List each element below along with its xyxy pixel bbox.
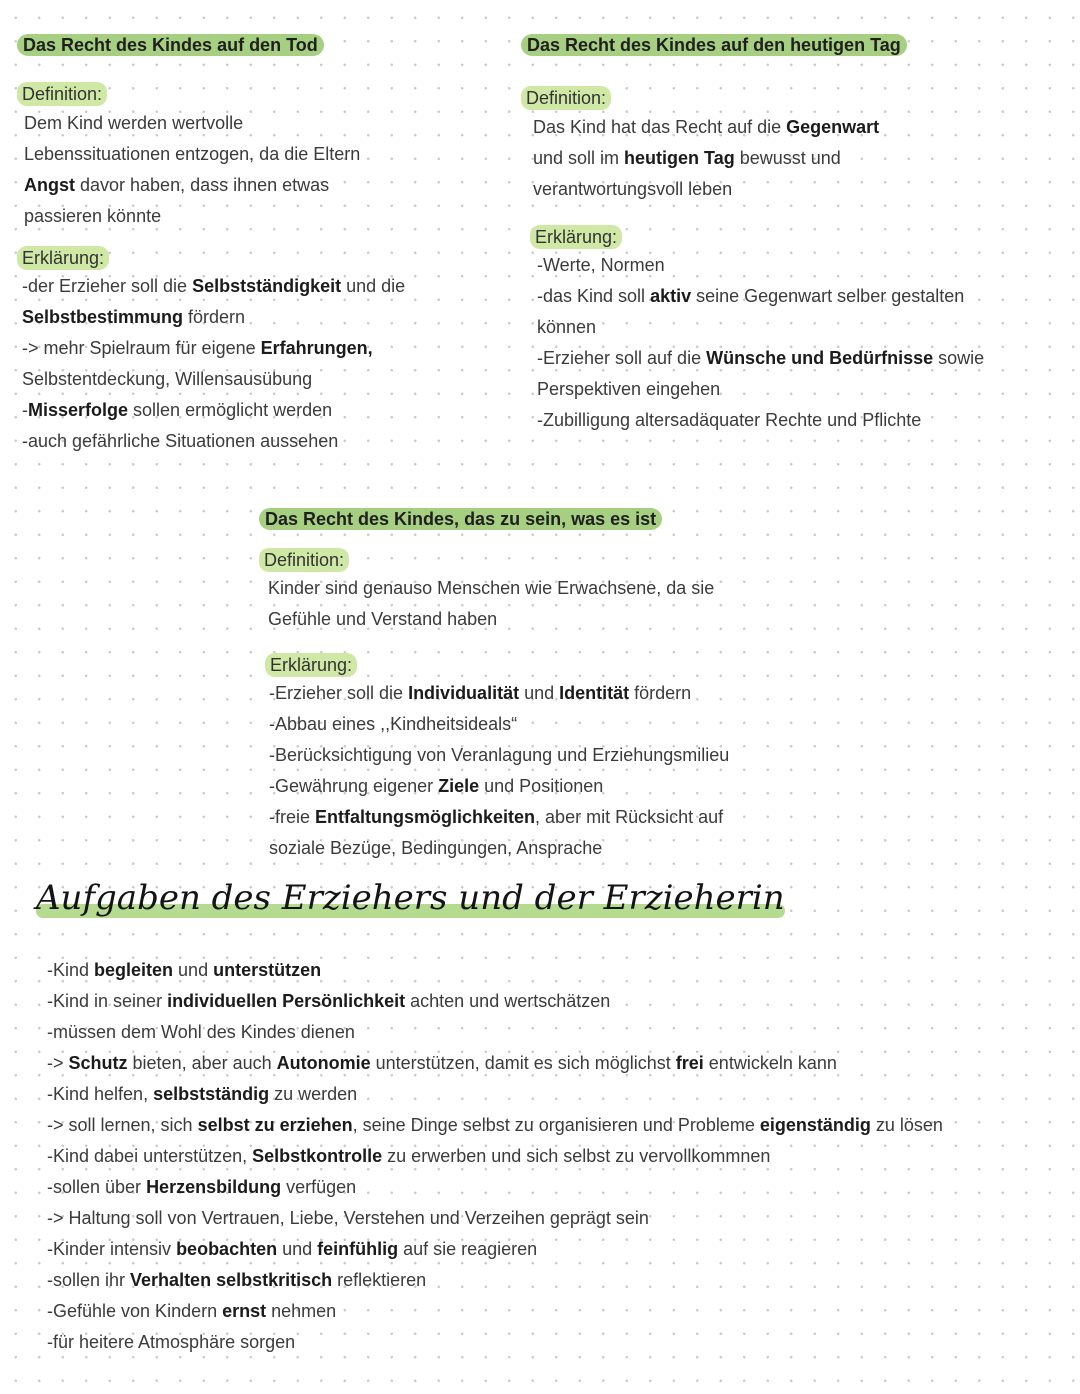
text-segment: Kinder sind genauso Menschen wie Erwachsene, da sie [268, 578, 715, 598]
text-line [269, 802, 819, 833]
bold-term: eigenständig [759, 1115, 871, 1135]
text-line [47, 986, 1067, 1017]
bold-term: Wünsche und Bedürfnisse [706, 348, 934, 368]
text-segment: -Berücksichtigung von Veranlagung und Erziehungsmilieu [269, 745, 730, 765]
text-line [22, 271, 497, 302]
erklaerung-text [17, 271, 497, 457]
text-line [22, 302, 497, 333]
text-segment: davor haben, dass ihnen etwas [75, 175, 330, 195]
text-line [47, 1110, 1067, 1141]
text-line [47, 1079, 1067, 1110]
text-segment: und soll im [533, 148, 625, 168]
bold-term: feinfühlig [317, 1239, 399, 1259]
text-line [47, 1265, 1067, 1296]
text-segment: und die [341, 276, 406, 296]
text-line [269, 678, 819, 709]
text-segment: sollen ermöglicht werden [128, 400, 333, 420]
text-line [537, 405, 1061, 436]
text-line [533, 112, 1061, 143]
text-line [24, 108, 497, 139]
aufgaben-heading [36, 878, 785, 918]
definition-text [17, 108, 497, 232]
bold-term: Selbstständigkeit [192, 276, 342, 296]
text-line [268, 573, 819, 604]
text-segment: -Kind dabei unterstützen, [47, 1146, 253, 1166]
bold-term: Gegenwart [786, 117, 880, 137]
text-segment: zu lösen [870, 1115, 943, 1135]
text-segment: passieren könnte [24, 206, 162, 226]
aufgaben-list [47, 955, 1067, 1358]
text-segment: nehmen [266, 1301, 337, 1321]
bold-term: selbstständig [153, 1084, 270, 1104]
bold-term: Verhalten selbstkritisch [130, 1270, 333, 1290]
text-line [47, 1296, 1067, 1327]
text-line [22, 395, 497, 426]
text-line [47, 1234, 1067, 1265]
text-segment: können [537, 317, 597, 337]
text-line [22, 333, 497, 364]
bold-term: Angst [24, 175, 75, 195]
text-segment: -Kinder intensiv [47, 1239, 177, 1259]
bold-term: Misserfolge [28, 400, 129, 420]
erklaerung-text [521, 250, 1061, 436]
text-segment: zu werden [269, 1084, 358, 1104]
text-line [47, 1017, 1067, 1048]
text-line [537, 250, 1061, 281]
text-line [47, 1172, 1067, 1203]
text-segment: -> soll lernen, sich [47, 1115, 198, 1135]
text-line [268, 604, 819, 635]
text-segment: -Kind helfen, [47, 1084, 154, 1104]
bold-term: ernst [222, 1301, 267, 1321]
bold-term: Schutz [68, 1053, 128, 1073]
bold-term: begleiten [94, 960, 174, 980]
bold-term: individuellen Persönlichkeit [167, 991, 406, 1011]
bold-term: unterstützen [213, 960, 322, 980]
erklaerung-text [259, 678, 819, 864]
text-segment: , aber mit Rücksicht auf [535, 807, 724, 827]
text-segment: Selbstentdeckung, Willensausübung [22, 369, 313, 389]
text-segment: und Positionen [479, 776, 604, 796]
text-line [537, 343, 1061, 374]
text-line [22, 426, 497, 457]
text-segment: -müssen dem Wohl des Kindes dienen [47, 1022, 355, 1042]
bold-term: Selbstbestimmung [22, 307, 184, 327]
text-line [537, 312, 1061, 343]
text-line [533, 143, 1061, 174]
text-segment: Das Kind hat das Recht auf die [533, 117, 787, 137]
heading-text: Aufgaben des Erziehers und der Erzieherin [36, 878, 785, 918]
text-segment: -Gefühle von Kindern [47, 1301, 223, 1321]
text-segment: Dem Kind werden wertvolle [24, 113, 244, 133]
bold-term: heutigen Tag [624, 148, 735, 168]
erklaerung-label: Erklärung: [265, 653, 357, 677]
text-line [24, 170, 497, 201]
bold-term: beobachten [176, 1239, 278, 1259]
aufgaben-lines [47, 955, 1067, 1358]
text-line [533, 174, 1061, 205]
bold-term: Ziele [438, 776, 480, 796]
text-segment: -Zubilligung altersadäquater Rechte und Pflichte [537, 410, 922, 430]
text-segment: Lebenssituationen entzogen, da die Eltern [24, 144, 361, 164]
text-line [269, 771, 819, 802]
text-segment: reflektieren [332, 1270, 427, 1290]
text-segment: seine Gegenwart selber gestalten [691, 286, 965, 306]
bold-term: aktiv [650, 286, 692, 306]
text-segment: fördern [183, 307, 246, 327]
definition-label: Definition: [521, 86, 611, 110]
text-segment: -Werte, Normen [537, 255, 665, 275]
text-segment: -der Erzieher soll die [22, 276, 193, 296]
text-segment: Perspektiven eingehen [537, 379, 721, 399]
text-segment: fördern [629, 683, 692, 703]
bold-term: Erfahrungen, [260, 338, 373, 358]
text-line [47, 1141, 1067, 1172]
text-segment: -sollen ihr [47, 1270, 131, 1290]
text-segment: und [519, 683, 560, 703]
text-segment: -freie [269, 807, 316, 827]
text-line [537, 281, 1061, 312]
text-segment: auf sie reagieren [398, 1239, 538, 1259]
section-recht-auf-tod [17, 34, 497, 457]
text-segment: sowie [933, 348, 985, 368]
text-segment: -das Kind soll [537, 286, 651, 306]
text-segment: und [173, 960, 214, 980]
section-title: Das Recht des Kindes auf den Tod [17, 34, 324, 56]
text-segment: -> [47, 1053, 69, 1073]
definition-label: Definition: [259, 548, 349, 572]
text-segment: -> Haltung soll von Vertrauen, Liebe, Verstehen und Verzeihen geprägt sein [47, 1208, 649, 1228]
text-segment: achten und wertschätzen [405, 991, 611, 1011]
text-line [47, 955, 1067, 986]
section-title: Das Recht des Kindes, das zu sein, was es ist [259, 508, 662, 530]
section-recht-auf-heutigen-tag [521, 34, 1061, 436]
text-line [24, 201, 497, 232]
text-segment: soziale Bezüge, Bedingungen, Ansprache [269, 838, 603, 858]
text-segment: und [277, 1239, 318, 1259]
text-segment: -Kind [47, 960, 95, 980]
definition-text [521, 112, 1061, 205]
bold-term: frei [675, 1053, 704, 1073]
text-line [47, 1048, 1067, 1079]
bold-term: selbst zu erziehen [197, 1115, 353, 1135]
text-line [47, 1327, 1067, 1358]
bold-term: Individualität [408, 683, 520, 703]
erklaerung-label: Erklärung: [17, 246, 109, 270]
bold-term: Autonomie [276, 1053, 371, 1073]
section-recht-zu-sein [259, 508, 819, 864]
text-segment: -Abbau eines ,,Kindheitsideals“ [269, 714, 518, 734]
text-segment: -> mehr Spielraum für eigene [22, 338, 261, 358]
text-segment: , seine Dinge selbst zu organisieren und Probleme [352, 1115, 760, 1135]
text-line [22, 364, 497, 395]
bold-term: Identität [559, 683, 630, 703]
bold-term: Selbstkontrolle [252, 1146, 383, 1166]
text-segment: -für heitere Atmosphäre sorgen [47, 1332, 296, 1352]
text-line [269, 740, 819, 771]
text-segment: -Erzieher soll auf die [537, 348, 707, 368]
definition-label: Definition: [17, 82, 107, 106]
text-segment: -sollen über [47, 1177, 147, 1197]
text-segment: -auch gefährliche Situationen aussehen [22, 431, 339, 451]
text-line [24, 139, 497, 170]
text-line [269, 709, 819, 740]
definition-text [259, 573, 819, 635]
text-segment: - [22, 400, 28, 420]
text-segment: -Gewährung eigener [269, 776, 439, 796]
text-segment: -Erzieher soll die [269, 683, 409, 703]
bold-term: Entfaltungsmöglichkeiten [315, 807, 536, 827]
bold-term: Herzensbildung [146, 1177, 282, 1197]
text-line [47, 1203, 1067, 1234]
text-line [269, 833, 819, 864]
text-segment: bieten, aber auch [127, 1053, 277, 1073]
text-segment: zu erwerben und sich selbst zu vervollkommnen [382, 1146, 771, 1166]
text-line [537, 374, 1061, 405]
text-segment: verantwortungsvoll leben [533, 179, 733, 199]
text-segment: -Kind in seiner [47, 991, 168, 1011]
erklaerung-label: Erklärung: [530, 225, 622, 249]
section-title: Das Recht des Kindes auf den heutigen Tag [521, 34, 907, 56]
text-segment: entwickeln kann [703, 1053, 837, 1073]
text-segment: verfügen [281, 1177, 357, 1197]
text-segment: unterstützen, damit es sich möglichst [370, 1053, 676, 1073]
text-segment: bewusst und [734, 148, 841, 168]
text-segment: Gefühle und Verstand haben [268, 609, 498, 629]
